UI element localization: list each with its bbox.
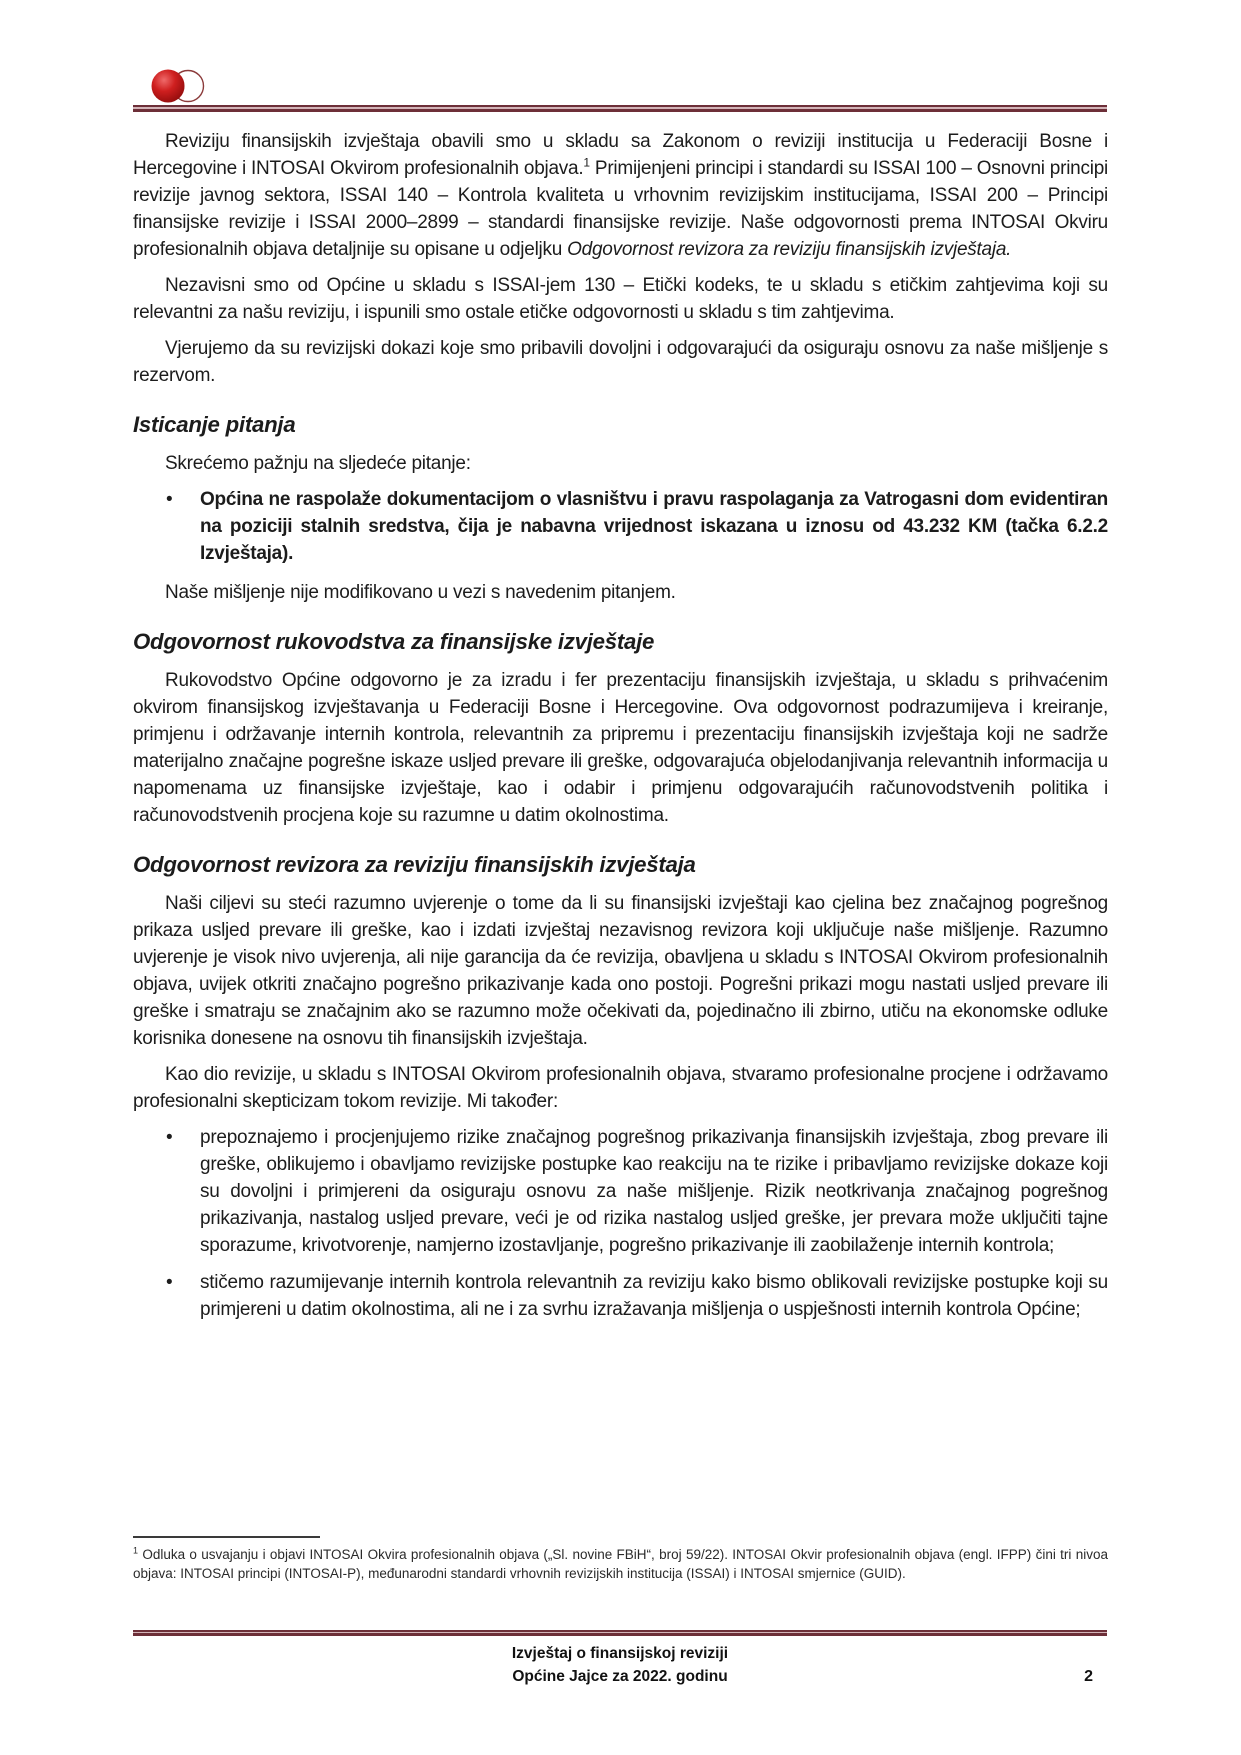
list-item <box>133 1269 1108 1323</box>
paragraph-opinion-not-modified: Naše mišljenje nije modifikovano u vezi s navedenim pitanjem. <box>165 582 676 603</box>
heading-emphasis-of-matter: Isticanje pitanja <box>133 412 296 437</box>
heading-auditor-responsibility: Odgovornost revizora za reviziju finansijskih izvještaja <box>133 852 696 877</box>
paragraph-emphasis-intro: Skrećemo pažnju na sljedeće pitanje: <box>165 453 471 474</box>
footer-report-title-line2: Općine Jajce za 2022. godinu <box>512 1668 728 1685</box>
paragraph-professional-judgment: Kao dio revizije, u skladu s INTOSAI Okvirom profesionalnih objava, stvaramo profesionalne procjene i održavamo profesionalni skepticizam tokom revizije. Mi također: <box>133 1064 1108 1112</box>
heading-management-responsibility: Odgovornost rukovodstva za finansijske izvještaje <box>133 629 655 654</box>
paragraph-management-responsibility: Rukovodstvo Općine odgovorno je za izradu i fer prezentaciju finansijskih izvještaja, u skladu s prihvaćenim okvirom finansijskog izvještavanja u Federaciji Bosne i Hercegovine. Ova odgovornost podrazumijeva i kreiranje, primjenu i održavanje internih kontrola, relevantnih za pripremu i prezentaciju finansijskih izvještaja koji ne sadrže materijalno značajne pogrešne iskaze usljed prevare ili greške, odgovarajuća objelodanjivanja relevantnih informacija u napomenama uz finansijske izvještaje, kao i odabir i primjenu odgovarajućih računovodstvenih politika i računovodstvenih procjena koje su razumne u datim okolnostima. <box>133 670 1108 826</box>
footnote-text: Odluka o usvajanju i objavi INTOSAI Okvira profesionalnih objava („Sl. novine FBiH“, broj 59/22). INTOSAI Okvir profesionalnih objava (engl. IFPP) čini tri nivoa objava: INTOSAI principi (INTOSAI-P), međunarodni standardi vrhovnih revizijskih institucija (ISSAI) i INTOSAI smjernice (GUID). <box>133 1547 1108 1581</box>
footer-divider <box>133 1630 1107 1636</box>
footnote-separator <box>133 1536 320 1538</box>
paragraph-audit-evidence: Vjerujemo da su revizijski dokazi koje smo pribavili dovoljni i odgovarajući da osiguraju osnovu za naše mišljenje s rezervom. <box>133 338 1108 386</box>
auditor-bullet-list <box>133 1124 1108 1323</box>
paragraph-audit-basis <box>133 128 1108 263</box>
footnote-marker: 1 <box>133 1545 139 1556</box>
list-item <box>133 486 1108 567</box>
footnote <box>133 1545 1108 1583</box>
footer-report-title-line1: Izvještaj o finansijskoj reviziji <box>511 1645 729 1662</box>
auditor-bullet-text: prepoznajemo i procjenjujemo rizike značajnog pogrešnog prikazivanja finansijskih izvještaja, zbog prevare ili greške, oblikujemo i obavljamo revizijske postupke kao reakciju na te rizike i pribavljamo revizijske dokaze koji su dovoljni i primjereni da osiguraju osnovu za naše mišljenje. Rizik neotkrivanja značajnog pogrešnog prikazivanja, nastalog usljed prevare, veći je od rizika nastalog usljed greške, jer prevara može uključiti tajne sporazume, krivotvorenje, namjerno izostavljanje, pogrešno prikazivanje ili zaobilaženje internih kontrola; <box>200 1127 1108 1256</box>
emphasis-bullet-list <box>133 486 1108 567</box>
list-item <box>133 1124 1108 1259</box>
header-divider <box>133 105 1107 112</box>
page-footer <box>133 1642 1107 1688</box>
document-body <box>133 128 1108 1335</box>
audit-office-logo-icon <box>148 68 210 104</box>
auditor-bullet-text: stičemo razumijevanje internih kontrola relevantnih za reviziju kako bismo oblikovali revizijske postupke koji su primjereni u datim okolnostima, ali ne i za svrhu izražavanja mišljenja o uspješnosti internih kontrola Općine; <box>200 1272 1108 1320</box>
paragraph-text: Primijenjeni principi i standardi su ISSAI 100 – Osnovni principi revizije javnog sektora, ISSAI 140 – Kontrola kvaliteta u vrhovnim revizijskim institucijama, ISSAI 200 – Principi finansijske revizije i ISSAI 2000–2899 – standardi finansijske revizije. Naše odgovornosti prema INTOSAI Okviru profesionalnih objava detaljnije su opisane u odjeljku <box>133 158 1109 260</box>
paragraph-independence: Nezavisni smo od Općine u skladu s ISSAI-jem 130 – Etički kodeks, te u skladu s etičkim zahtjevima koji su relevantni za našu reviziju, i ispunili smo ostale etičke odgovornosti u skladu s tim zahtjevima. <box>133 275 1108 323</box>
italic-cross-reference: Odgovornost revizora za reviziju finansijskih izvještaja. <box>567 239 1012 260</box>
paragraph-auditor-objectives: Naši ciljevi su steći razumno uvjerenje o tome da li su finansijski izvještaji kao cjelina bez značajnog pogrešnog prikaza usljed prevare ili greške, kao i izdati izvještaj nezavisnog revizora koji uključuje naše mišljenje. Razumno uvjerenje je visok nivo uvjerenja, ali nije garancija da će revizija, obavljena u skladu s INTOSAI Okvirom profesionalnih objava, uvijek otkriti značajno pogrešno prikazivanje kada ono postoji. Pogrešni prikazi mogu nastati usljed prevare ili greške i smatraju se značajnim ako se razumno može očekivati da, pojedinačno ili zbirno, utiču na ekonomske odluke korisnika donesene na osnovu tih finansijskih izvještaja. <box>133 893 1108 1049</box>
bullet-icon: • <box>166 489 173 510</box>
bullet-icon: • <box>166 1272 173 1293</box>
bullet-icon: • <box>166 1127 173 1148</box>
paragraph-text: Reviziju finansijskih izvještaja obavili smo u skladu sa Zakonom o reviziji institucija u Federaciji Bosne i Hercegovine i INTOSAI Okvirom profesionalnih objava. <box>133 131 1108 179</box>
page-number: 2 <box>1084 1668 1093 1685</box>
emphasis-bullet-text: Općina ne raspolaže dokumentacijom o vlasništvu i pravu raspolaganja za Vatrogasni dom evidentiran na poziciji stalnih sredstva, čija je nabavna vrijednost iskazana u iznosu od 43.232 KM (tačka 6.2.2 Izvještaja). <box>200 489 1108 564</box>
footnote-reference: 1 <box>583 155 590 170</box>
